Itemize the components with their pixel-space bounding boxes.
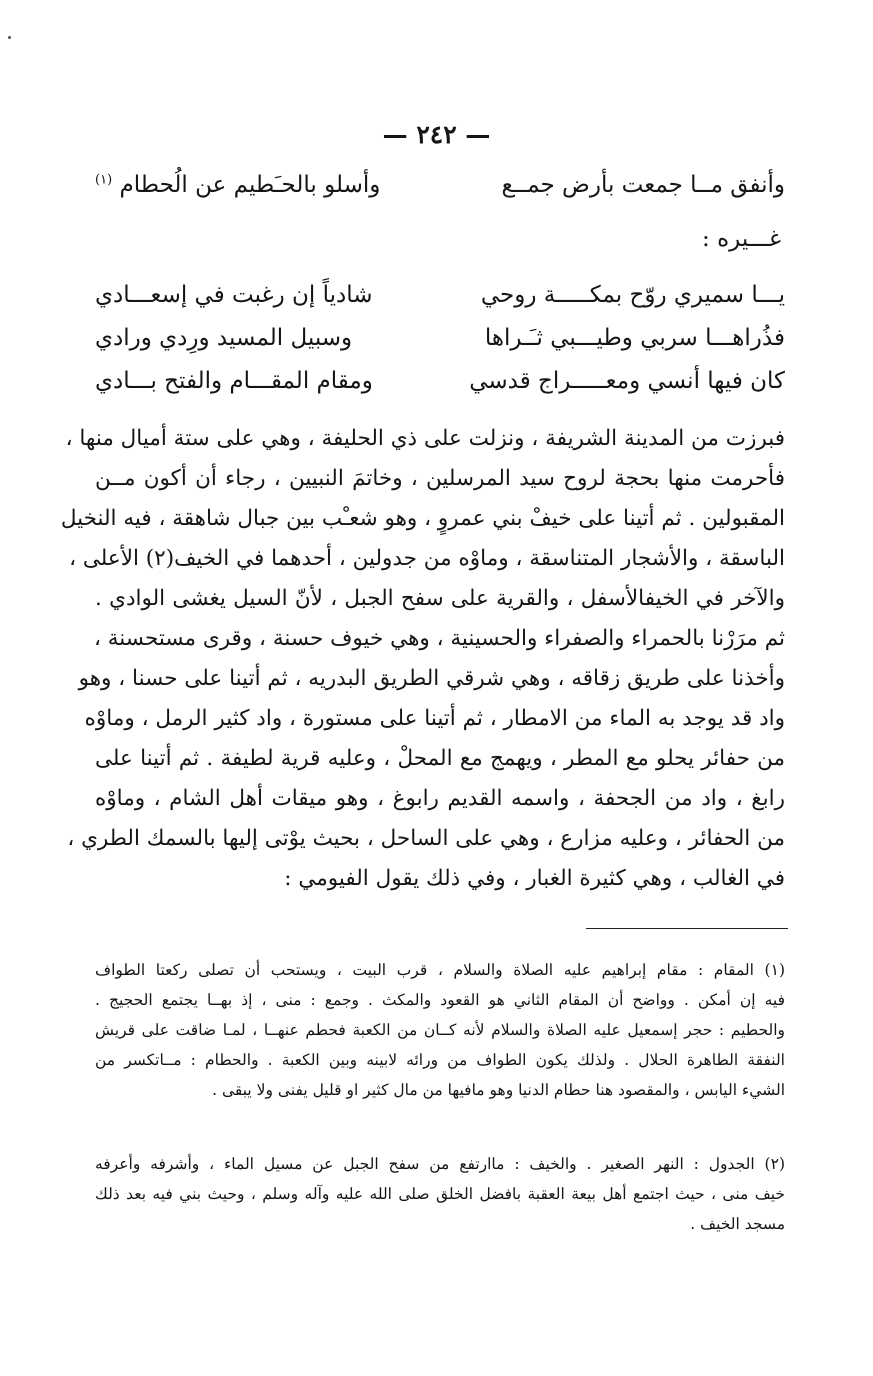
prose-line: رابغ ، واد من الجحفة ، واسمه القديم رابوغ ، وهو ميقات أهل الشام ، وماوْه <box>95 786 785 811</box>
prose-paragraph <box>60 419 785 899</box>
footnote-line: الشيء اليابس ، والمقصود هنا حطام الدنيا وهو مافيها من مال كثير او قليل يفنى ولا يبقى . <box>212 1081 785 1099</box>
footnote-line: والحطيم : حجر إسمعيل عليه الصلاة والسلام لأنه كــان من الكعبة فحطم عنهــا ، لمـا ضاقت على قريش <box>95 1021 785 1039</box>
poem-verse <box>95 282 785 322</box>
poem-verse <box>95 325 785 365</box>
verse-hemistich-left: شادياً إن رغبت في إسعـــادي <box>95 282 373 308</box>
footnote-line: (١) المقام : مقام إبراهيم عليه الصلاة والسلام ، قرب البيت ، ويستحب أن تصلى ركعتا الطواف <box>95 961 785 979</box>
opening-verse <box>95 172 785 212</box>
footnote-line: النفقة الطاهرة الحلال . ولذلك يكون الطواف من ورائه لابينه وبين الكعبة . والحطام : مــاتكسر من <box>95 1051 785 1069</box>
prose-line: الباسقة ، والأشجار المتناسقة ، وماوْه من جدولين ، أحدهما في الخيف(٢) الأعلى ، <box>69 546 785 571</box>
poem-verse <box>95 368 785 408</box>
verse-hemistich-left <box>95 172 380 198</box>
footnote-mark: (١) <box>95 172 113 188</box>
footnote-line: (٢) الجدول : النهر الصغير . والخيف : ماارتفع من سفح الجبل عن مسيل الماء ، وأشرفه وأعرفه <box>95 1155 785 1173</box>
prose-line: واد قد يوجد به الماء من الامطار ، ثم أتينا على مستورة ، واد كثير الرمل ، وماوْه <box>84 706 785 731</box>
prose-line: والآخر في الخيفالأسفل ، والقرية على سفح الجبل ، لأنّ السيل يغشى الوادي . <box>95 586 785 611</box>
footnote-line: خيف منى ، حيث اجتمع أهل بيعة العقبة بافضل الخلق صلى الله عليه وآله وسلم ، وحيث بني فيه بعد ذلك <box>95 1185 785 1203</box>
prose-line: المقبولين . ثم أتينا على خيفْ بني عمروٍ ، وهو شعـْب بين جبال شاهقة ، فيه النخيل <box>60 506 785 531</box>
verse-hemistich-left-text: وأسلو بالحـَطيم عن الُحطام <box>119 172 381 198</box>
verse-hemistich-left: ومقام المقـــام والفتح بـــادي <box>95 368 373 394</box>
prose-line: من حفائر يحلو مع المطر ، ويهمج مع المحلْ ، وعليه قرية لطيفة . ثم أتينا على <box>95 746 785 771</box>
prose-line: من الحفائر ، وعليه مزارع ، وهي على الساحل ، بحيث يوْتى إليها بالسمك الطري ، <box>67 826 785 851</box>
verse-hemistich-right: فذُراهـــا سربي وطيـــبي ثـَـراها <box>484 325 785 351</box>
footnote-divider <box>586 928 788 929</box>
page-number: — ٢٤٢ — <box>382 120 491 149</box>
footnote-2 <box>95 1149 785 1239</box>
prose-line: ثم مرَرْنا بالحمراء والصفراء والحسينية ، وهي خيوف حسنة ، وقرى مستحسنة ، <box>94 626 785 651</box>
verse-hemistich-right: كان فيها أنسي ومعـــــراج قدسي <box>469 368 785 394</box>
poem-heading: غـــيره : <box>702 226 781 252</box>
prose-line: وأخذنا على طريق زقاقه ، وهي شرقي الطريق البدريه ، ثم أتينا على حسنا ، وهو <box>78 666 785 691</box>
footnote-line: فيه إن أمكن . وواضح أن المقام الثاني هو القعود والمكث . وجمع : منى ، إذ بهــا يجتمع الحجيج . <box>95 991 785 1009</box>
footnote-1 <box>95 955 785 1105</box>
prose-line: في الغالب ، وهي كثيرة الغبار ، وفي ذلك يقول الفيومي : <box>284 866 785 891</box>
verse-hemistich-right: وأنفق مــا جمعت بأرض جمــع <box>501 172 785 198</box>
footnote-line: مسجد الخيف . <box>690 1215 785 1233</box>
verse-hemistich-right: يـــا سميري روّح بمكـــــة روحي <box>480 282 785 308</box>
prose-line: فأحرمت منها بحجة لروح سيد المرسلين ، وخاتمَ النبيين ، رجاء أن أكون مــن <box>95 466 785 491</box>
verse-hemistich-left: وسبيل المسيد ورِدي ورادي <box>95 325 353 351</box>
prose-line: فبرزت من المدينة الشريفة ، ونزلت على ذي الحليفة ، وهي على ستة أميال منها ، <box>65 426 785 451</box>
margin-dot <box>8 36 11 39</box>
